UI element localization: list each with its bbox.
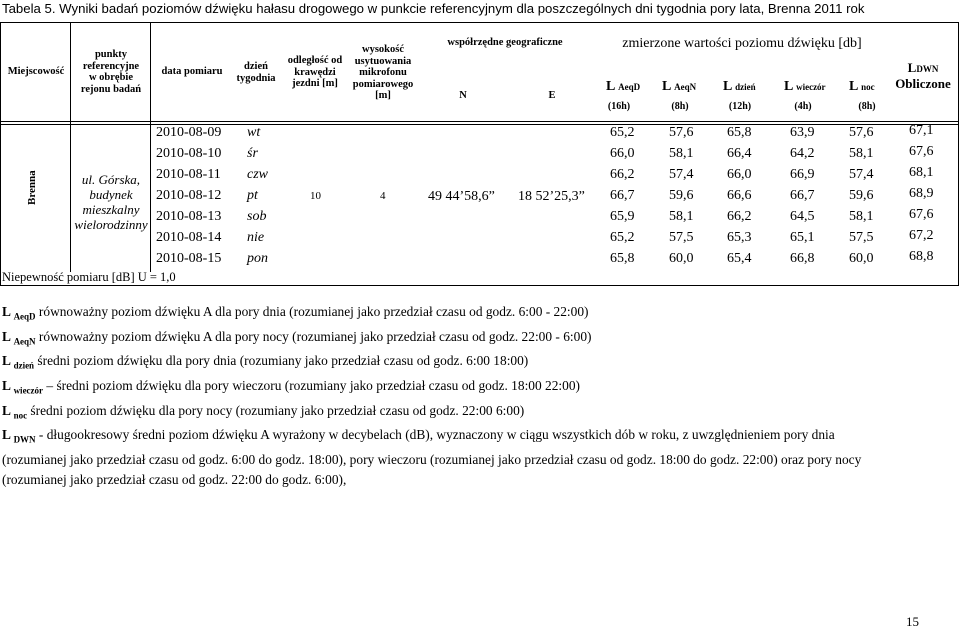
page-number: 15 <box>906 614 919 629</box>
cell-odleglosc: 10 <box>310 190 321 202</box>
header-wysokosc: wysokość usytuowania mikrofonu pomiarowego [m] <box>352 44 414 101</box>
header-laeqn: L AeqN <box>662 79 697 94</box>
table-caption: Tabela 5. Wyniki badań poziomów dźwięku hałasu drogowego w punkcie referencyjnym dla poszczególnych dni tygodnia pory lata, Brenna 2011 rok <box>2 1 865 16</box>
period-8h-n: (8h) <box>671 101 689 112</box>
legend-item: L $_{noc}$ średni poziom dźwięku dla pory nocy (rozumiany jako przedział czasu od godz. 22:00 6:00) <box>2 402 525 421</box>
header-e: E <box>548 90 556 101</box>
niepewnosc: Niepewność pomiaru [dB] U = 1,0 <box>2 270 176 284</box>
header-odleglosc: odległość od krawędzi jezdni [m] <box>287 55 343 89</box>
cell-miejscowosc: Brenna <box>26 170 38 205</box>
period-16h: (16h) <box>607 101 631 112</box>
header-dzien-tygodnia: dzień tygodnia <box>236 61 276 84</box>
legend-item: L $_{dzień}$ średni poziom dźwięku dla pory dnia (rozumiany jako przedział czasu od godz. 6:00 18:00) <box>2 353 529 372</box>
legend-cont: (rozumianej jako przedział czasu od godz. 6:00 do godz. 18:00), pory wieczoru (rozumianej jako przedział czasu od godz. 18:00 do godz. 22:00) oraz pory nocy <box>2 452 862 468</box>
cell-n: 49 44’58,6” <box>428 189 495 204</box>
cell-punkt: ul. Górska, budynek mieszkalny wielorodzinny <box>74 172 148 232</box>
period-8h-noc: (8h) <box>858 101 876 112</box>
header-punkty: punkty referencyjne w obrębie rejonu badań <box>80 49 142 95</box>
header-ldwn: LDWN Obliczone <box>895 60 951 91</box>
header-miejscowosc: Miejscowość <box>7 66 65 77</box>
period-4h: (4h) <box>794 101 812 112</box>
header-lwieczor: L wieczór <box>784 79 826 94</box>
header-zmierzone: zmierzone wartości poziomu dźwięku [db] <box>622 36 862 51</box>
legend-cont: (rozumianej jako przedział czasu od godz. 22:00 do godz. 6:00), <box>2 472 347 488</box>
header-laeqd: L AeqD <box>606 79 641 94</box>
header-lnoc: L noc <box>849 79 875 94</box>
legend-item: L $_{AeqN}$ równoważny poziom dźwięku A dla pory nocy (rozumianej jako przedział czasu od godz. 22:00 - 6:00) <box>2 328 592 347</box>
period-12h: (12h) <box>728 101 752 112</box>
legend-item: L $_{DWN}$ - długookresowy średni poziom dźwięku A wyrażony w decybelach (dB), wyznaczony w ciągu wszystkich dób w roku, z uwzględnieniem pory dnia <box>2 427 835 446</box>
header-data-pomiaru: data pomiaru <box>161 66 223 77</box>
header-n: N <box>459 90 467 101</box>
legend-item: L $_{wieczór}$ – średni poziom dźwięku dla pory wieczoru (rozumiany jako przedział czasu od godz. 18:00 22:00) <box>2 378 580 396</box>
header-ldzien: L dzień <box>723 79 756 94</box>
cell-e: 18 52’25,3” <box>518 189 585 204</box>
legend <box>2 302 861 490</box>
header-wspolrzedne: współrzędne geograficzne <box>447 37 563 48</box>
legend-item: L $_{AeqD}$ równoważny poziom dźwięku A dla pory dnia (rozumianej jako przedział czasu od godz. 6:00 - 22:00) <box>2 304 589 322</box>
cell-wysokosc: 4 <box>380 190 386 202</box>
